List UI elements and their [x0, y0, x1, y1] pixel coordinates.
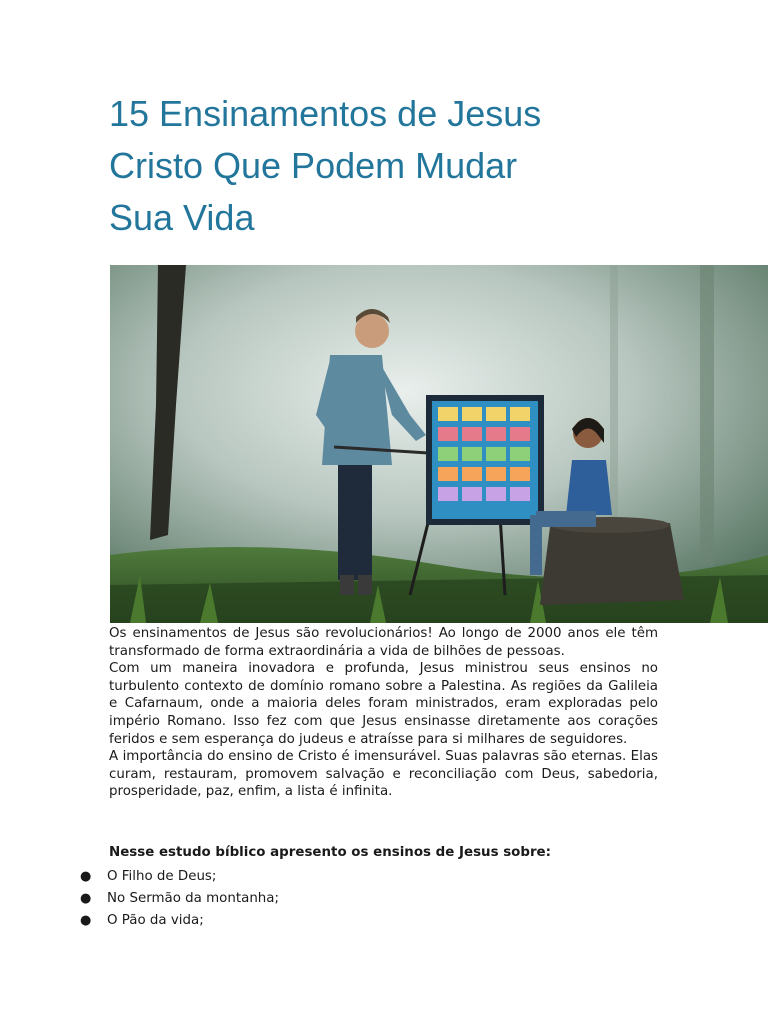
teachings-list	[80, 866, 279, 932]
paragraph: Com um maneira inovadora e profunda, Jesus ministrou seus ensinos no turbulento contexto de domínio romano sobre a Palestina. As regiões da Galileia e Cafarnaum, onde a maioria deles foram ministrados, eram exploradas pelo império Romano. Isso fez com que Jesus ensinasse diretamente aos corações feridos e sem esperança do judeus e atraísse para si milhares de seguidores.	[109, 661, 658, 747]
list-item-label: O Filho de Deus;	[107, 869, 217, 884]
title-line: 15 Ensinamentos de Jesus	[109, 93, 542, 134]
article-title	[109, 88, 669, 244]
teaching-photo	[110, 265, 768, 623]
list-item	[80, 888, 279, 910]
title-line: Sua Vida	[109, 197, 255, 238]
list-item	[80, 910, 279, 932]
paragraph: Os ensinamentos de Jesus são revolucionários! Ao longo de 2000 anos ele têm transformado de forma extraordinária a vida de bilhões de pessoas.	[109, 626, 658, 659]
list-item-label: O Pão da vida;	[107, 913, 204, 928]
bullet-icon: ●	[80, 913, 92, 928]
forest-scene-illustration	[110, 265, 768, 623]
list-item-label: No Sermão da montanha;	[107, 891, 280, 906]
list-intro-heading: Nesse estudo bíblico apresento os ensinos de Jesus sobre:	[109, 845, 551, 860]
bullet-icon: ●	[80, 869, 92, 884]
bullet-icon: ●	[80, 891, 92, 906]
article-body	[109, 625, 658, 801]
list-item	[80, 866, 279, 888]
paragraph: A importância do ensino de Cristo é imensurável. Suas palavras são eternas. Elas curam, restauram, promovem salvação e reconciliação com Deus, sabedoria, prosperidade, paz, enfim, a lista é infinita.	[109, 749, 658, 800]
title-line: Cristo Que Podem Mudar	[109, 145, 518, 186]
